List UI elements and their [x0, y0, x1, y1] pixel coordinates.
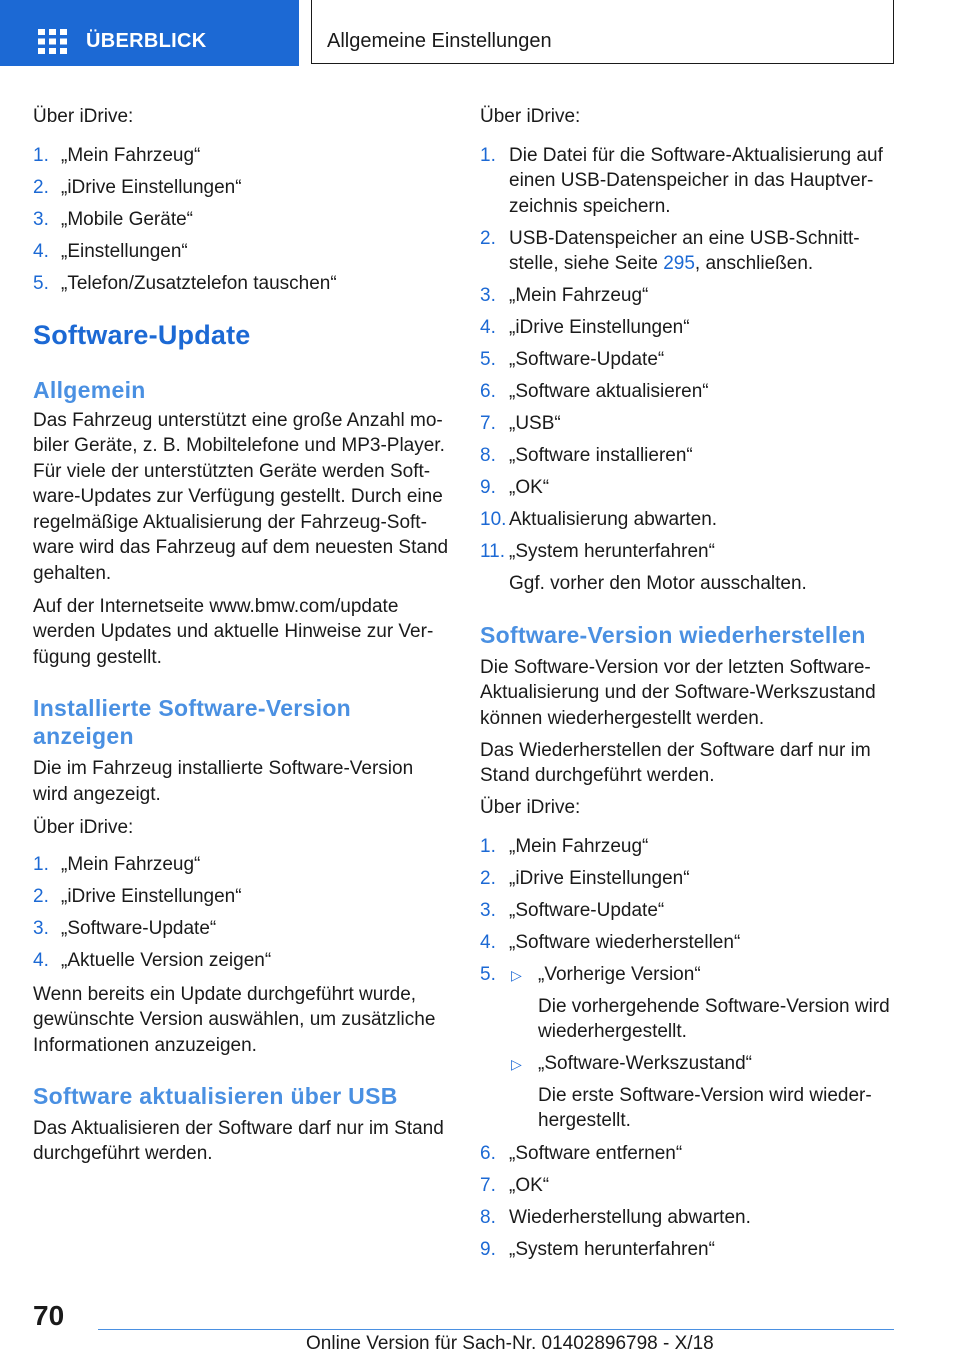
- body-line: ware wird das Fahrzeug auf dem neuesten Stand: [33, 537, 449, 558]
- list-item: USB-Datenspeicher an eine USB-Schnitt‐: [509, 228, 860, 249]
- body-line: Für viele der unterstützten Geräte werden Soft‐: [33, 461, 431, 482]
- list-number: 3.: [33, 209, 49, 230]
- footer-divider: [98, 1329, 894, 1330]
- body-line: ware-Updates zur Verfügung gestellt. Durch eine: [33, 486, 443, 507]
- heading-general: Allgemein: [33, 377, 146, 403]
- body-line: wird angezeigt.: [33, 784, 161, 805]
- body-line: Aktualisierung und der Software-Werkszustand: [480, 682, 876, 703]
- list-item: „Software aktualisieren“: [509, 381, 709, 402]
- section-tab-label: Allgemeine Einstellungen: [327, 30, 552, 52]
- list-item-note: Ggf. vorher den Motor ausschalten.: [509, 573, 807, 594]
- list-number: 1.: [33, 854, 49, 875]
- list-number: 6.: [480, 1143, 496, 1164]
- overview-tab-label: ÜBERBLICK: [86, 30, 207, 52]
- list-number: 9.: [480, 477, 496, 498]
- list-number: 4.: [33, 950, 49, 971]
- list-item: „Aktuelle Version zeigen“: [61, 950, 272, 971]
- list-item: „System herunterfahren“: [509, 1239, 715, 1260]
- list-item-text: , anschließen.: [694, 253, 814, 274]
- list-number: 11.: [480, 541, 506, 562]
- list-number: 7.: [480, 1175, 496, 1196]
- list-number: 2.: [33, 177, 49, 198]
- list-number: 2.: [33, 886, 49, 907]
- list-number: 7.: [480, 413, 496, 434]
- body-line: werden Updates und aktuelle Hinweise zur Ver‐: [33, 621, 434, 642]
- sub-list-item: „Software-Werkszustand“: [538, 1053, 752, 1074]
- body-line: gewünschte Version auswählen, um zusätzliche: [33, 1009, 436, 1030]
- section-tab[interactable]: [311, 0, 894, 64]
- list-item: „Mobile Geräte“: [61, 209, 193, 230]
- overview-tab[interactable]: [0, 0, 299, 66]
- list-number: 6.: [480, 381, 496, 402]
- list-number: 5.: [33, 273, 49, 294]
- intro-text: Über iDrive:: [33, 106, 134, 127]
- body-line: durchgeführt werden.: [33, 1143, 213, 1164]
- list-item: Wiederherstellung abwarten.: [509, 1207, 751, 1228]
- heading-installed-version: Installierte Software-Version: [33, 695, 352, 721]
- sub-list-desc: hergestellt.: [538, 1110, 631, 1131]
- body-line: Das Fahrzeug unterstützt eine große Anzahl mo‐: [33, 410, 443, 431]
- list-item: „iDrive Einstellungen“: [61, 177, 242, 198]
- list-item: „Software wiederherstellen“: [509, 932, 741, 953]
- list-item: „USB“: [509, 413, 561, 434]
- list-number: 8.: [480, 1207, 496, 1228]
- body-line: Wenn bereits ein Update durchgeführt wurde,: [33, 984, 417, 1005]
- list-item: „Mein Fahrzeug“: [509, 285, 649, 306]
- list-item: [509, 251, 813, 277]
- list-item: „Mein Fahrzeug“: [61, 854, 201, 875]
- list-item: „iDrive Einstellungen“: [509, 868, 690, 889]
- list-number: 4.: [33, 241, 49, 262]
- list-item: zeichnis speichern.: [509, 196, 671, 217]
- list-item: Aktualisierung abwarten.: [509, 509, 718, 530]
- heading-usb-update: Software aktualisieren über USB: [33, 1083, 398, 1109]
- list-number: 8.: [480, 445, 496, 466]
- list-item: „Software-Update“: [509, 349, 665, 370]
- list-number: 10.: [480, 509, 507, 530]
- list-item: „OK“: [509, 477, 550, 498]
- grid-icon: [38, 29, 67, 54]
- list-item: „Software-Update“: [61, 918, 217, 939]
- sub-list-desc: wiederhergestellt.: [538, 1021, 687, 1042]
- list-number: 4.: [480, 317, 496, 338]
- body-line: Das Aktualisieren der Software darf nur im Stand: [33, 1118, 444, 1139]
- list-number: 1.: [480, 145, 496, 166]
- list-number: 3.: [480, 900, 496, 921]
- list-number: 3.: [33, 918, 49, 939]
- list-item: „Telefon/Zusatztelefon tauschen“: [61, 273, 337, 294]
- intro-text: Über iDrive:: [480, 797, 581, 818]
- list-item: „Software installieren“: [509, 445, 693, 466]
- list-number: 2.: [480, 228, 496, 249]
- list-item: „OK“: [509, 1175, 550, 1196]
- footer-text: Online Version für Sach-Nr. 01402896798 - X/18: [306, 1333, 714, 1354]
- body-line: können wiederhergestellt werden.: [480, 708, 765, 729]
- list-item: „Software entfernen“: [509, 1143, 683, 1164]
- body-line: gehalten.: [33, 563, 112, 584]
- list-item: „Mein Fahrzeug“: [61, 145, 201, 166]
- heading-installed-version: anzeigen: [33, 723, 134, 749]
- list-item: „System herunterfahren“: [509, 541, 715, 562]
- list-item: „iDrive Einstellungen“: [61, 886, 242, 907]
- list-number: 3.: [480, 285, 496, 306]
- list-number: 5.: [480, 964, 496, 985]
- body-line: Die im Fahrzeug installierte Software-Version: [33, 758, 414, 779]
- body-line: Stand durchgeführt werden.: [480, 765, 715, 786]
- list-number: 1.: [480, 836, 496, 857]
- list-item: „Mein Fahrzeug“: [509, 836, 649, 857]
- sub-list-item: „Vorherige Version“: [538, 964, 701, 985]
- intro-text: Über iDrive:: [480, 106, 581, 127]
- body-line: Informationen anzuzeigen.: [33, 1035, 257, 1056]
- page-header: [0, 0, 960, 66]
- triangle-bullet-icon: ▷: [511, 967, 522, 983]
- list-item-text: stelle, siehe Seite: [509, 253, 664, 274]
- sub-list-desc: Die erste Software-Version wird wieder‐: [538, 1085, 872, 1106]
- intro-text: Über iDrive:: [33, 817, 134, 838]
- triangle-bullet-icon: ▷: [511, 1056, 522, 1072]
- body-line: regelmäßige Aktualisierung der Fahrzeug-Soft‐: [33, 512, 427, 533]
- heading-restore-version: Software-Version wiederherstellen: [480, 622, 866, 648]
- list-number: 2.: [480, 868, 496, 889]
- list-number: 5.: [480, 349, 496, 370]
- body-line: Die Software-Version vor der letzten Software-: [480, 657, 871, 678]
- list-item: Die Datei für die Software-Aktualisierung auf: [509, 145, 883, 166]
- list-number: 4.: [480, 932, 496, 953]
- page-link[interactable]: 295: [663, 253, 695, 274]
- body-line: Auf der Internetseite www.bmw.com/update: [33, 596, 399, 617]
- list-item: „Software-Update“: [509, 900, 665, 921]
- list-number: 1.: [33, 145, 49, 166]
- sub-list-desc: Die vorhergehende Software-Version wird: [538, 996, 890, 1017]
- body-line: fügung gestellt.: [33, 647, 162, 668]
- heading-software-update: Software-Update: [33, 320, 251, 350]
- list-number: 9.: [480, 1239, 496, 1260]
- list-item: einen USB-Datenspeicher in das Hauptver‐: [509, 170, 874, 191]
- list-item: „iDrive Einstellungen“: [509, 317, 690, 338]
- body-line: Das Wiederherstellen der Software darf nur im: [480, 740, 871, 761]
- page-number: 70: [33, 1300, 65, 1331]
- list-item: „Einstellungen“: [61, 241, 188, 262]
- body-line: biler Geräte, z. B. Mobiltelefone und MP3-Player.: [33, 435, 445, 456]
